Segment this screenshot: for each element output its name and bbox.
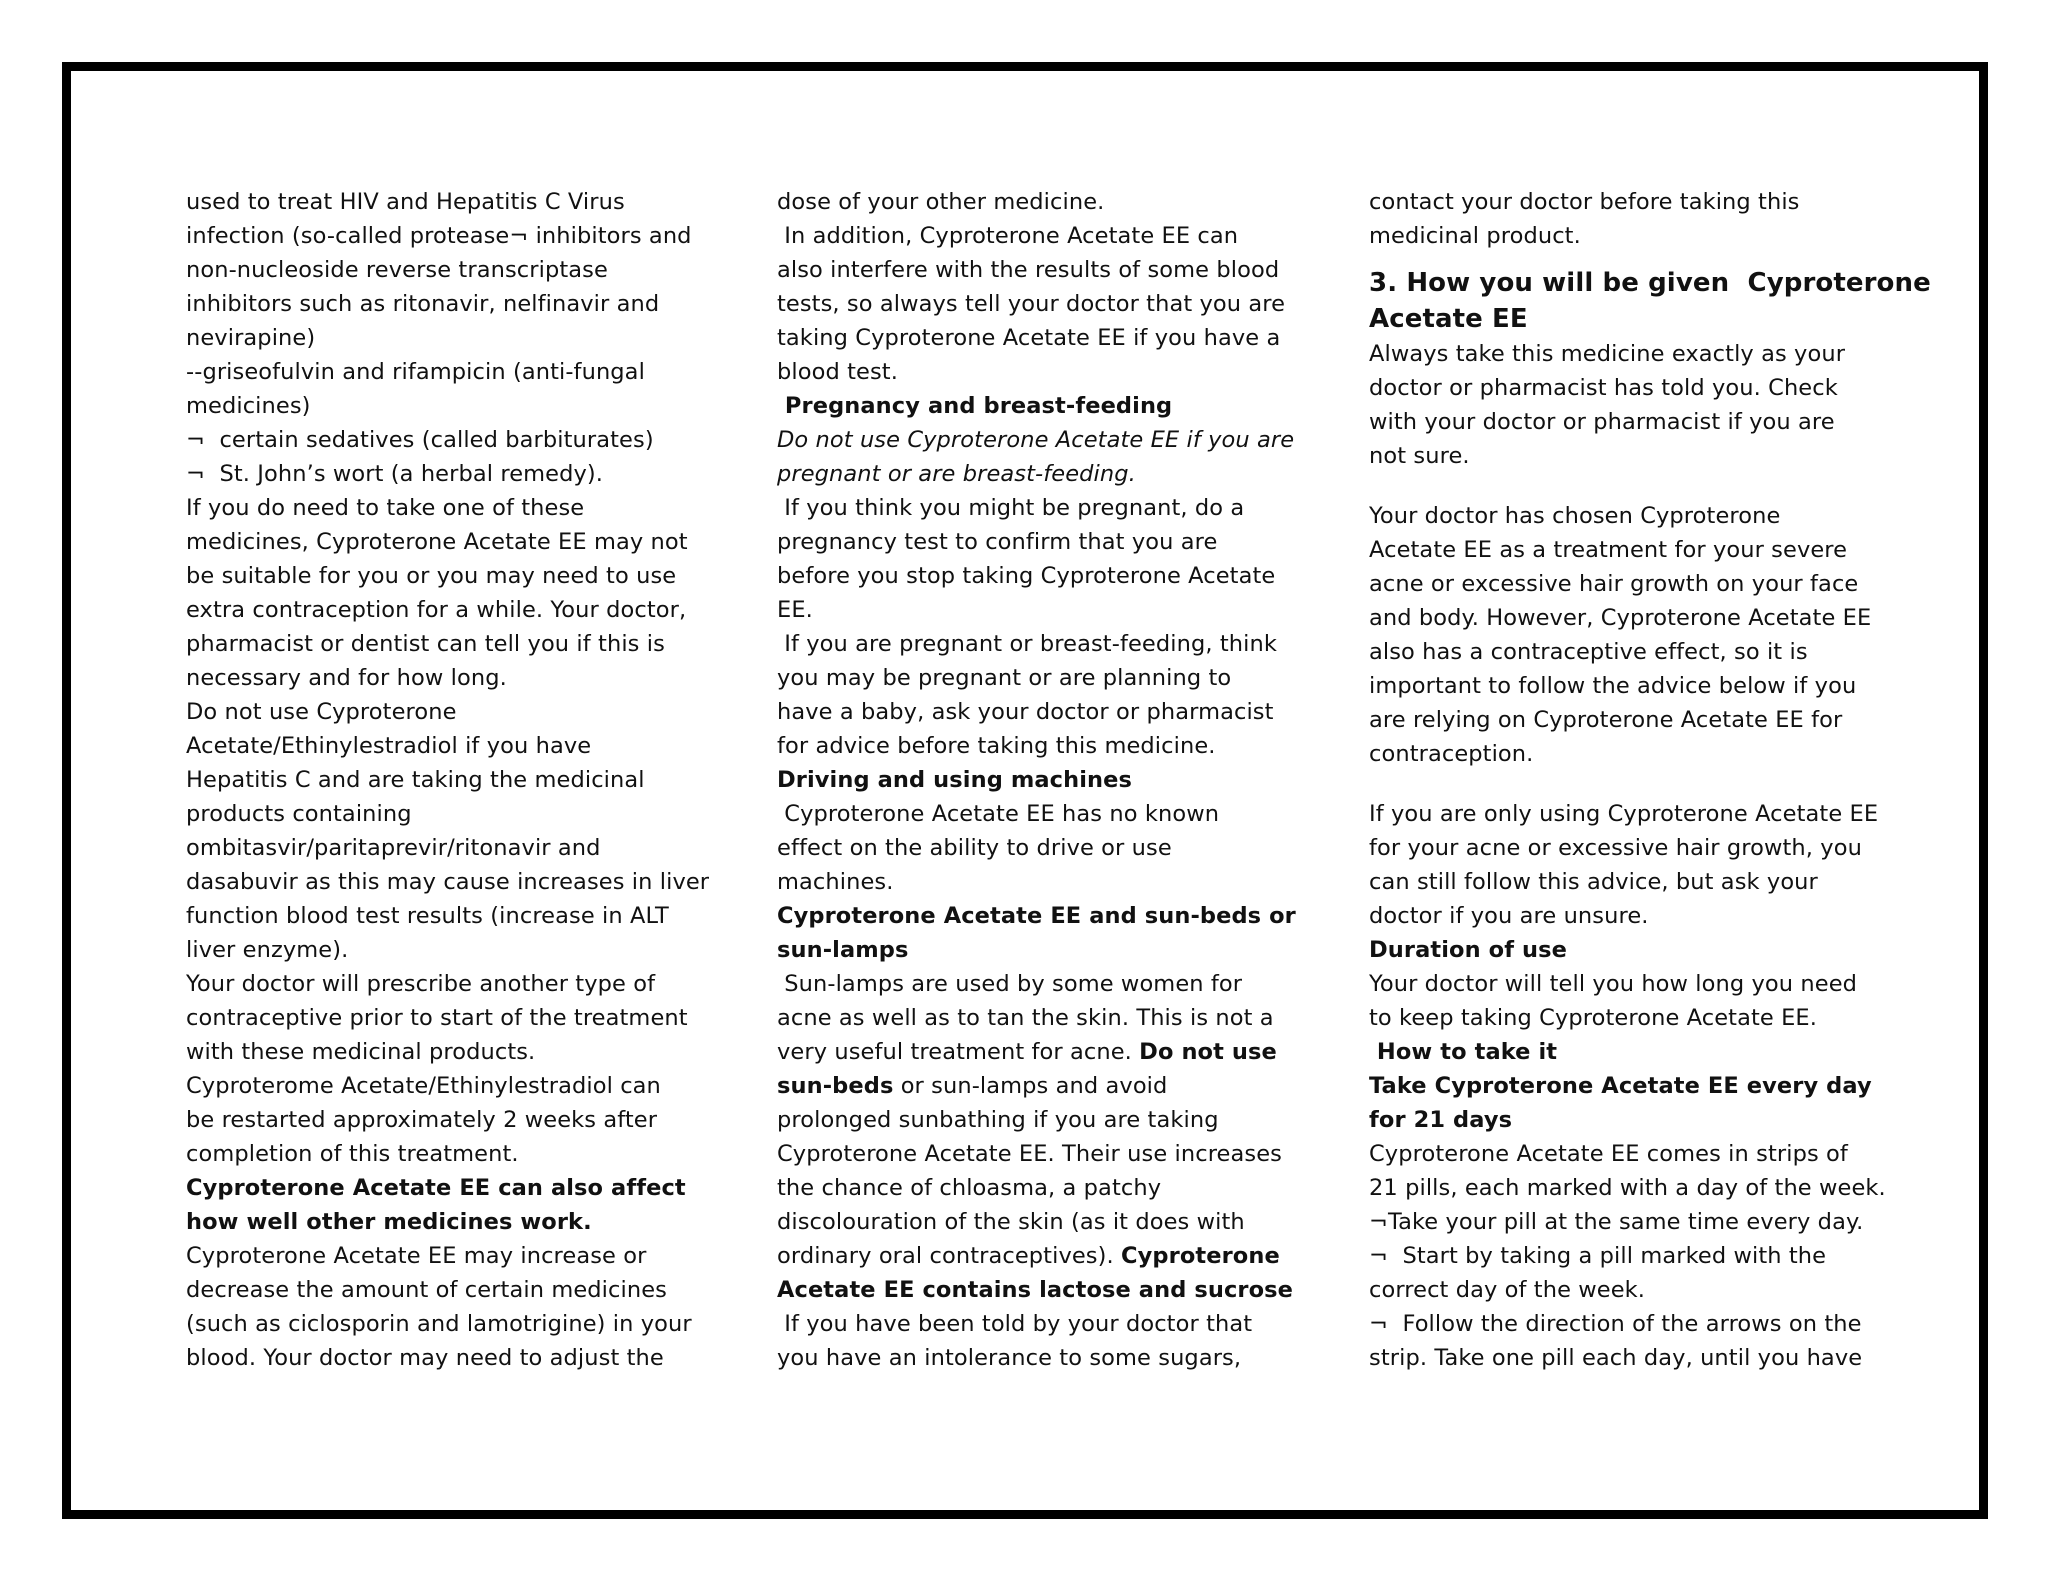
text-line-content: pregnant or are breast-feeding.	[777, 461, 1136, 487]
text-line-content: 3. How you will be given Cyproterone	[1369, 268, 1931, 298]
text-line	[186, 1069, 706, 1103]
text-line	[186, 1341, 706, 1375]
text-line	[1369, 831, 1889, 865]
text-line-content: In addition, Cyproterone Acetate EE can	[777, 223, 1239, 249]
text-line	[1369, 1001, 1889, 1035]
text-line-content: contraceptive prior to start of the treatment	[186, 1005, 688, 1031]
text-line-content: If you have been told by your doctor that	[777, 1311, 1253, 1337]
text-line	[186, 1137, 706, 1171]
paragraph-gap	[1369, 253, 1889, 265]
text-line	[1369, 219, 1889, 253]
text-line	[777, 525, 1297, 559]
text-line-tail: or sun-lamps and avoid	[893, 1073, 1168, 1099]
text-line-content: with these medicinal products.	[186, 1039, 536, 1065]
text-line-content: medicines)	[186, 393, 311, 419]
section-heading-line	[1369, 265, 1931, 301]
text-line-content: the chance of chloasma, a patchy	[777, 1175, 1162, 1201]
text-line-content: ombitasvir/paritaprevir/ritonavir and	[186, 835, 601, 861]
text-line	[186, 491, 706, 525]
text-line-content: Acetate EE contains lactose and sucrose	[777, 1277, 1294, 1303]
text-line	[777, 797, 1297, 831]
text-line	[186, 1103, 706, 1137]
text-line-content: dasabuvir as this may cause increases in liver	[186, 869, 710, 895]
text-line	[186, 457, 706, 491]
text-line	[186, 1035, 706, 1069]
text-line	[777, 695, 1297, 729]
text-line	[1369, 1307, 1889, 1341]
text-line	[1369, 1273, 1889, 1307]
text-line-content: for advice before taking this medicine.	[777, 733, 1216, 759]
text-line-content: EE.	[777, 597, 813, 623]
text-line	[777, 1171, 1297, 1205]
text-line-content: acne or excessive hair growth on your face	[1369, 571, 1859, 597]
text-line	[777, 899, 1297, 933]
text-line	[777, 1341, 1297, 1375]
text-line-content: 21 pills, each marked with a day of the week.	[1369, 1175, 1886, 1201]
text-line-content: Acetate EE	[1369, 304, 1528, 334]
text-line-content: machines.	[777, 869, 894, 895]
text-line-content: products containing	[186, 801, 412, 827]
paragraph-gap	[1369, 771, 1889, 797]
text-line	[1369, 1035, 1889, 1069]
text-line-content: If you do need to take one of these	[186, 495, 585, 521]
text-line-content: blood. Your doctor may need to adjust the	[186, 1345, 664, 1371]
column-left	[186, 185, 710, 1375]
text-line	[1369, 865, 1889, 899]
text-line-content: can still follow this advice, but ask your	[1369, 869, 1818, 895]
text-line-content: Hepatitis C and are taking the medicinal	[186, 767, 645, 793]
text-line-content: pregnancy test to confirm that you are	[777, 529, 1218, 555]
text-line	[186, 253, 706, 287]
text-line	[777, 491, 1297, 525]
text-line	[1369, 337, 1889, 371]
text-line	[186, 1239, 706, 1273]
text-line-content: Do not use Cyproterone	[186, 699, 457, 725]
text-line	[777, 763, 1297, 797]
text-line	[777, 219, 1297, 253]
text-line-content: doctor or pharmacist has told you. Check	[1369, 375, 1838, 401]
text-line	[777, 933, 1297, 967]
text-line-content: Always take this medicine exactly as your	[1369, 341, 1846, 367]
text-line	[186, 933, 706, 967]
text-line	[777, 321, 1297, 355]
text-line	[777, 389, 1297, 423]
text-line-content: have a baby, ask your doctor or pharmacist	[777, 699, 1274, 725]
text-line-content: contraception.	[1369, 741, 1534, 767]
text-line	[1369, 797, 1889, 831]
text-line-content: If you think you might be pregnant, do a	[777, 495, 1245, 521]
text-line-content: correct day of the week.	[1369, 1277, 1646, 1303]
text-line-content: Do not use Cyproterone Acetate EE if you are	[777, 427, 1295, 453]
text-line-content: how well other medicines work.	[186, 1209, 592, 1235]
text-line-content: extra contraception for a while. Your doctor,	[186, 597, 687, 623]
text-line	[186, 389, 706, 423]
text-line-content: effect on the ability to drive or use	[777, 835, 1172, 861]
text-line	[186, 355, 706, 389]
text-line-content: non-nucleoside reverse transcriptase	[186, 257, 608, 283]
text-line	[186, 1171, 706, 1205]
text-line-content: ¬Take your pill at the same time every day.	[1369, 1209, 1864, 1235]
text-line	[186, 559, 706, 593]
text-line-content: Acetate EE as a treatment for your severe	[1369, 537, 1848, 563]
text-line	[777, 1205, 1297, 1239]
text-line-content: ¬ Follow the direction of the arrows on the	[1369, 1311, 1862, 1337]
text-line	[1369, 967, 1889, 1001]
text-line-content: sun-lamps	[777, 937, 909, 963]
text-line-content: ¬ Start by taking a pill marked with the	[1369, 1243, 1827, 1269]
text-line-content: doctor if you are unsure.	[1369, 903, 1649, 929]
text-line	[1369, 499, 1889, 533]
text-line-content: Your doctor has chosen Cyproterone	[1369, 503, 1781, 529]
text-line	[186, 627, 706, 661]
text-line	[186, 1001, 706, 1035]
text-line-content: Your doctor will tell you how long you need	[1369, 971, 1858, 997]
text-line-content: used to treat HIV and Hepatitis C Virus	[186, 189, 625, 215]
text-line	[186, 967, 706, 1001]
column-middle	[777, 185, 1297, 1375]
text-line-content: important to follow the advice below if you	[1369, 673, 1857, 699]
text-line-content: Your doctor will prescribe another type of	[186, 971, 656, 997]
text-line-content: If you are only using Cyproterone Acetate EE	[1369, 801, 1879, 827]
text-line-content: liver enzyme).	[186, 937, 349, 963]
text-line-content: before you stop taking Cyproterone Acetate	[777, 563, 1276, 589]
text-line-content: strip. Take one pill each day, until you have	[1369, 1345, 1863, 1371]
text-line-content: Cyproterone Acetate EE may increase or	[186, 1243, 647, 1269]
text-line-content: and body. However, Cyproterone Acetate EE	[1369, 605, 1872, 631]
text-line	[1369, 1069, 1889, 1103]
text-line	[777, 661, 1297, 695]
text-line	[186, 865, 710, 899]
text-line-bold-tail: Do not use	[1139, 1039, 1277, 1065]
text-line	[186, 695, 706, 729]
text-line-content: not sure.	[1369, 443, 1470, 469]
text-line-content: to keep taking Cyproterone Acetate EE.	[1369, 1005, 1817, 1031]
text-line	[186, 763, 706, 797]
text-line	[186, 185, 706, 219]
text-line	[777, 185, 1297, 219]
text-line	[777, 967, 1297, 1001]
text-line	[777, 865, 1297, 899]
text-line-content: Sun-lamps are used by some women for	[777, 971, 1243, 997]
text-line	[777, 729, 1297, 763]
text-line	[777, 1035, 1297, 1069]
text-line-content: discolouration of the skin (as it does with	[777, 1209, 1245, 1235]
text-line	[1369, 405, 1889, 439]
text-line	[186, 729, 706, 763]
text-line-content: you have an intolerance to some sugars,	[777, 1345, 1242, 1371]
text-line	[1369, 567, 1889, 601]
text-line	[777, 1239, 1297, 1273]
text-line-content: Cyproterone Acetate EE and sun-beds or	[777, 903, 1296, 929]
text-line	[1369, 1341, 1889, 1375]
text-line	[186, 1273, 706, 1307]
text-line-content: for 21 days	[1369, 1107, 1513, 1133]
text-line	[777, 1307, 1297, 1341]
text-line	[777, 1137, 1297, 1171]
text-line-content: acne as well as to tan the skin. This is not a	[777, 1005, 1274, 1031]
text-line	[777, 1273, 1297, 1307]
text-line-content: also has a contraceptive effect, so it is	[1369, 639, 1808, 665]
text-line-content: medicines, Cyproterone Acetate EE may not	[186, 529, 688, 555]
text-line	[186, 797, 706, 831]
text-line	[777, 1001, 1297, 1035]
text-line-content: completion of this treatment.	[186, 1141, 519, 1167]
text-line	[1369, 533, 1889, 567]
text-line-content: Cyproterome Acetate/Ethinylestradiol can	[186, 1073, 661, 1099]
text-line-content: Cyproterone Acetate EE has no known	[777, 801, 1220, 827]
section-heading-line	[1369, 301, 1889, 337]
text-line-content: Duration of use	[1369, 937, 1568, 963]
text-line	[1369, 899, 1889, 933]
text-line-content: Cyproterone Acetate EE can also affect	[186, 1175, 686, 1201]
text-line	[186, 321, 706, 355]
text-line	[186, 593, 706, 627]
text-line-content: very useful treatment for acne.	[777, 1039, 1140, 1065]
text-line-content: infection (so-called protease¬ inhibitors and	[186, 223, 692, 249]
text-line	[186, 1205, 706, 1239]
text-line-content: ordinary oral contraceptives).	[777, 1243, 1122, 1269]
text-line-content: Pregnancy and breast-feeding	[777, 393, 1173, 419]
text-line-content: pharmacist or dentist can tell you if this is	[186, 631, 665, 657]
text-line	[777, 593, 1297, 627]
text-line-content: Cyproterone Acetate EE. Their use increases	[777, 1141, 1282, 1167]
text-line-content: contact your doctor before taking this	[1369, 189, 1800, 215]
text-line-content: sun-beds	[777, 1073, 894, 1099]
text-line	[777, 355, 1297, 389]
paragraph-gap	[1369, 473, 1889, 499]
text-line-content: medicinal product.	[1369, 223, 1581, 249]
text-line-content: --griseofulvin and rifampicin (anti-fungal	[186, 359, 645, 385]
column-right	[1369, 185, 1931, 1375]
text-line-content: inhibitors such as ritonavir, nelfinavir and	[186, 291, 660, 317]
text-line	[1369, 185, 1889, 219]
text-line	[1369, 601, 1889, 635]
text-line-content: ¬ St. John’s wort (a herbal remedy).	[186, 461, 604, 487]
text-line-content: necessary and for how long.	[186, 665, 507, 691]
text-line	[1369, 1103, 1889, 1137]
text-line	[1369, 703, 1889, 737]
text-line	[186, 287, 706, 321]
text-line-content: Acetate/Ethinylestradiol if you have	[186, 733, 592, 759]
text-line-content: also interfere with the results of some blood	[777, 257, 1280, 283]
text-line-content: blood test.	[777, 359, 898, 385]
text-line-content: prolonged sunbathing if you are taking	[777, 1107, 1219, 1133]
text-line	[1369, 439, 1889, 473]
text-line	[1369, 1137, 1889, 1171]
text-line	[777, 831, 1297, 865]
text-line	[777, 457, 1297, 491]
text-line	[186, 1307, 706, 1341]
text-line	[1369, 635, 1889, 669]
text-line-content: If you are pregnant or breast-feeding, think	[777, 631, 1277, 657]
text-line	[1369, 669, 1889, 703]
text-line	[186, 423, 706, 457]
text-line-content: Cyproterone Acetate EE comes in strips of	[1369, 1141, 1848, 1167]
text-line	[1369, 933, 1889, 967]
text-line-content: be suitable for you or you may need to use	[186, 563, 677, 589]
text-line	[777, 627, 1297, 661]
text-line	[1369, 1171, 1889, 1205]
text-line-content: function blood test results (increase in ALT	[186, 903, 669, 929]
text-line-bold-tail: Cyproterone	[1121, 1243, 1280, 1269]
text-line-content: you may be pregnant or are planning to	[777, 665, 1232, 691]
text-line	[777, 1069, 1297, 1103]
text-line-content: decrease the amount of certain medicines	[186, 1277, 667, 1303]
text-line	[186, 219, 706, 253]
text-line-content: for your acne or excessive hair growth, you	[1369, 835, 1862, 861]
text-line-content: ¬ certain sedatives (called barbiturates)	[186, 427, 654, 453]
text-line	[186, 899, 706, 933]
text-line-content: are relying on Cyproterone Acetate EE for	[1369, 707, 1843, 733]
text-line	[1369, 1205, 1889, 1239]
text-line	[777, 423, 1297, 457]
text-line	[777, 253, 1297, 287]
text-line	[1369, 1239, 1889, 1273]
text-line	[777, 1103, 1297, 1137]
text-line	[1369, 371, 1889, 405]
text-line	[186, 661, 706, 695]
text-line-content: Take Cyproterone Acetate EE every day	[1369, 1073, 1872, 1099]
text-line	[1369, 737, 1889, 771]
text-line-content: tests, so always tell your doctor that you are	[777, 291, 1286, 317]
text-line-content: (such as ciclosporin and lamotrigine) in your	[186, 1311, 692, 1337]
text-line-content: taking Cyproterone Acetate EE if you have a	[777, 325, 1281, 351]
text-line	[186, 831, 706, 865]
text-line	[777, 287, 1297, 321]
text-line-content: nevirapine)	[186, 325, 316, 351]
text-line-content: Driving and using machines	[777, 767, 1133, 793]
text-line	[777, 559, 1297, 593]
text-line-content: dose of your other medicine.	[777, 189, 1105, 215]
text-line	[186, 525, 706, 559]
text-line-content: with your doctor or pharmacist if you are	[1369, 409, 1835, 435]
text-line-content: How to take it	[1369, 1039, 1558, 1065]
text-line-content: be restarted approximately 2 weeks after	[186, 1107, 658, 1133]
